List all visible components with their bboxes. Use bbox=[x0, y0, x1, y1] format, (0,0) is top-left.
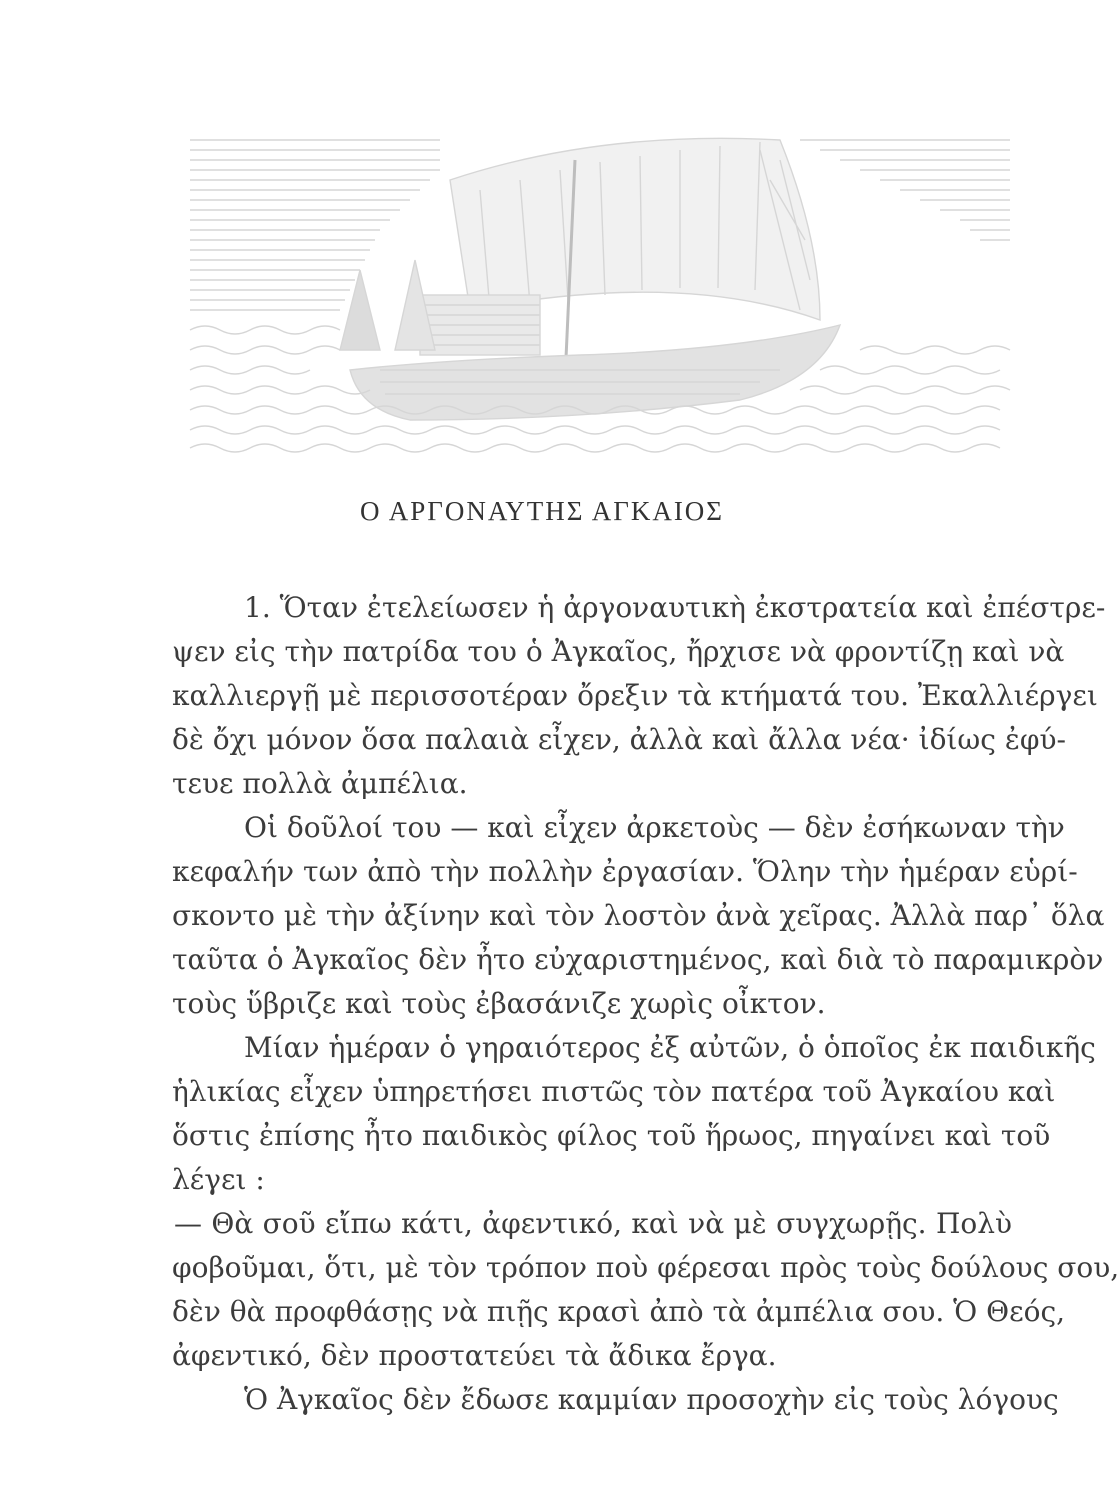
ship-illustration bbox=[180, 120, 1020, 470]
text-line: Ὁ Ἀγκαῖος δὲν ἔδωσε καμμίαν προσοχὴν εἰς τοὺς λόγους bbox=[244, 1383, 1059, 1416]
chapter-title: Ο ΑΡΓΟΝΑΥΤΗΣ ΑΓΚΑΙΟΣ bbox=[359, 496, 725, 526]
body-text bbox=[172, 586, 1119, 1422]
text-line: 1. Ὅταν ἐτελείωσεν ἡ ἀργοναυτικὴ ἐκστρατεία καὶ ἐπέστρε- bbox=[244, 591, 1106, 624]
text-line: δὲ ὄχι μόνον ὅσα παλαιὰ εἶχεν, ἀλλὰ καὶ ἄλλα νέα· ἰδίως ἐφύ- bbox=[172, 723, 1066, 756]
text-line: ψεν εἰς τὴν πατρίδα του ὁ Ἀγκαῖος, ἤρχισε νὰ φροντίζῃ καὶ νὰ bbox=[172, 635, 1065, 668]
text-line: λέγει : bbox=[172, 1163, 265, 1196]
text-line: σκοντο μὲ τὴν ἀξίνην καὶ τὸν λοστὸν ἀνὰ χεῖρας. Ἀλλὰ παρ᾽ ὅλα bbox=[172, 899, 1105, 932]
text-line: τευε πολλὰ ἀμπέλια. bbox=[172, 767, 468, 800]
text-line: τοὺς ὕβριζε καὶ τοὺς ἐβασάνιζε χωρὶς οἶκτον. bbox=[172, 987, 826, 1020]
text-line: Μίαν ἡμέραν ὁ γηραιότερος ἐξ αὐτῶν, ὁ ὁποῖος ἐκ παιδικῆς bbox=[244, 1031, 1096, 1064]
text-line: φοβοῦμαι, ὅτι, μὲ τὸν τρόπον ποὺ φέρεσαι πρὸς τοὺς δούλους σου, bbox=[172, 1251, 1119, 1284]
text-line: — Θὰ σοῦ εἴπω κάτι, ἀφεντικό, καὶ νὰ μὲ συγχωρῇς. Πολὺ bbox=[174, 1207, 1012, 1240]
text-line: κεφαλήν των ἀπὸ τὴν πολλὴν ἐργασίαν. Ὅλην τὴν ἡμέραν εὑρί- bbox=[172, 855, 1078, 888]
text-line: ταῦτα ὁ Ἀγκαῖος δὲν ἦτο εὐχαριστημένος, καὶ διὰ τὸ παραμικρὸν bbox=[172, 943, 1104, 976]
text-line: καλλιεργῇ μὲ περισσοτέραν ὄρεξιν τὰ κτήματά του. Ἐκαλλιέργει bbox=[172, 679, 1098, 712]
text-line: δὲν θὰ προφθάσῃς νὰ πιῇς κρασὶ ἀπὸ τὰ ἀμπέλια σου. Ὁ Θεός, bbox=[172, 1295, 1066, 1328]
text-line: Οἱ δοῦλοί του — καὶ εἶχεν ἀρκετοὺς — δὲν ἐσήκωναν τὴν bbox=[244, 811, 1065, 844]
text-line: ἡλικίας εἶχεν ὑπηρετήσει πιστῶς τὸν πατέρα τοῦ Ἀγκαίου καὶ bbox=[172, 1075, 1056, 1108]
text-line: ὅστις ἐπίσης ἦτο παιδικὸς φίλος τοῦ ἥρωος, πηγαίνει καὶ τοῦ bbox=[172, 1119, 1051, 1152]
text-line: ἀφεντικό, δὲν προστατεύει τὰ ἄδικα ἔργα. bbox=[172, 1339, 777, 1372]
